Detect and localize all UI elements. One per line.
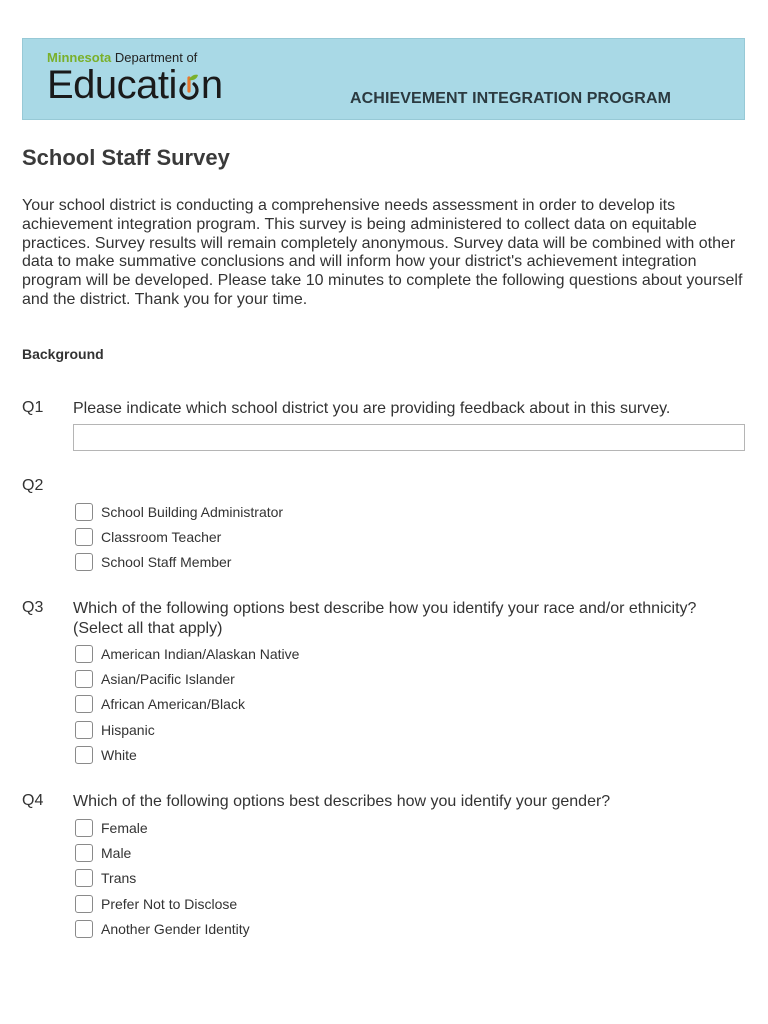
logo-dept: Department of	[114, 50, 198, 65]
logo-state: Minnesota	[47, 50, 112, 65]
checkbox[interactable]	[75, 844, 93, 862]
q4-options	[75, 815, 250, 941]
option-label: Another Gender Identity	[101, 920, 250, 937]
q2-option[interactable]	[75, 550, 283, 575]
checkbox[interactable]	[75, 503, 93, 521]
option-label: School Staff Member	[101, 554, 232, 571]
checkbox[interactable]	[75, 895, 93, 913]
checkbox[interactable]	[75, 553, 93, 571]
q3-option[interactable]	[75, 666, 299, 691]
mde-logo	[47, 50, 223, 106]
checkbox[interactable]	[75, 819, 93, 837]
option-label: Asian/Pacific Islander	[101, 670, 235, 687]
logo-main-2: n	[200, 63, 223, 107]
q4-option[interactable]	[75, 840, 250, 865]
option-label: Hispanic	[101, 721, 155, 738]
q1-number: Q1	[22, 399, 44, 416]
q4-option[interactable]	[75, 866, 250, 891]
option-label: White	[101, 746, 137, 763]
q3-option[interactable]	[75, 641, 299, 666]
option-label: Male	[101, 844, 132, 861]
intro-paragraph: Your school district is conducting a comprehensive needs assessment in order to develop its achievement integration program. This survey is being administered to collect data on equitable practices. Survey results will remain completely anonymous. Survey data will be combined with other data to make summative conclusions and will inform how your district's achievement integration program will be developed. Please take 10 minutes to complete the following questions about yourself and the district. Thank you for your time.	[22, 197, 743, 308]
checkbox[interactable]	[75, 670, 93, 688]
page-title: School Staff Survey	[22, 145, 230, 170]
power-icon	[178, 68, 200, 98]
option-label: Trans	[101, 870, 137, 887]
option-label: American Indian/Alaskan Native	[101, 645, 300, 662]
checkbox[interactable]	[75, 528, 93, 546]
q3-option[interactable]	[75, 692, 299, 717]
checkbox[interactable]	[75, 645, 93, 663]
q4-text: Which of the following options best describes how you identify your gender?	[73, 793, 611, 810]
q3-number: Q3	[22, 599, 44, 616]
q2-option[interactable]	[75, 499, 283, 524]
q4-option[interactable]	[75, 916, 250, 941]
q4-option[interactable]	[75, 815, 250, 840]
option-label: Female	[101, 819, 148, 836]
checkbox[interactable]	[75, 920, 93, 938]
option-label: Classroom Teacher	[101, 528, 222, 545]
q4-option[interactable]	[75, 891, 250, 916]
option-label: African American/Black	[101, 696, 245, 713]
q1-text: Please indicate which school district you are providing feedback about in this survey.	[73, 400, 671, 417]
q3-option[interactable]	[75, 742, 299, 767]
program-title: ACHIEVEMENT INTEGRATION PROGRAM	[350, 90, 672, 107]
q2-options	[75, 499, 283, 575]
option-label: School Building Administrator	[101, 503, 284, 520]
checkbox[interactable]	[75, 869, 93, 887]
q3-options	[75, 641, 299, 767]
checkbox[interactable]	[75, 721, 93, 739]
q1-district-input[interactable]	[73, 424, 745, 451]
q3-option[interactable]	[75, 717, 299, 742]
q2-option[interactable]	[75, 524, 283, 549]
logo-main-1: Educati	[47, 63, 177, 107]
q3-text: Which of the following options best describe how you identify your race and/or ethnicity? (Select all that apply)	[73, 600, 697, 637]
header-banner	[22, 38, 745, 120]
checkbox[interactable]	[75, 695, 93, 713]
q4-number: Q4	[22, 792, 44, 809]
section-label: Background	[22, 346, 104, 362]
logo-wordmark	[47, 64, 223, 106]
option-label: Prefer Not to Disclose	[101, 895, 238, 912]
q2-number: Q2	[22, 477, 44, 494]
checkbox[interactable]	[75, 746, 93, 764]
